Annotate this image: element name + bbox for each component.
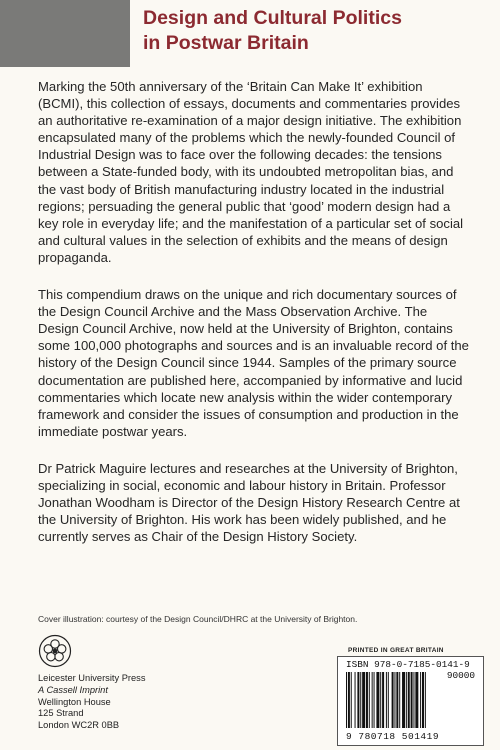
blurb (38, 78, 470, 565)
barcode-bar (406, 672, 407, 728)
publisher-name: Leicester University Press (38, 673, 146, 683)
price-code: 90000 (446, 670, 475, 681)
barcode-bar (425, 672, 426, 728)
barcode-bar (394, 672, 395, 728)
publisher-imprint: A Cassell Imprint (38, 684, 108, 695)
cover-gray-block (0, 0, 130, 67)
barcode-bar (366, 672, 368, 728)
barcode-bar (386, 672, 387, 728)
barcode-bar (402, 672, 405, 728)
publisher-house: Wellington House (38, 696, 111, 707)
barcode-bar (396, 672, 398, 728)
isbn-barcode-box (337, 656, 484, 746)
barcode-number: 9 780718 501419 (346, 731, 440, 742)
barcode-bar (380, 672, 381, 728)
barcode-bar (346, 672, 347, 728)
barcode-bar (388, 672, 389, 728)
barcode-bar (348, 672, 350, 728)
blurb-paragraph-2: This compendium draws on the unique and rich documentary sources of the Design Council Archive and the Mass Observation Archive. The Design Council Archive, now held at the University of Brighton, contains some 100,000 photographs and sources and is an invaluable record of the history of the Design Council since 1944. Samples of the primary source documentation are published here, accompanied by informative and lucid commentaries which locate new analysis within the wider contemporary framework and consider the issues of consumption and production in the immediate postwar years. (38, 287, 469, 439)
printed-in-label: PRINTED IN GREAT BRITAIN (348, 647, 444, 654)
isbn-label: ISBN 978-0-7185-0141-9 (346, 659, 470, 670)
barcode-bar (415, 672, 418, 728)
cover-credit: Cover illustration: courtesy of the Design Council/DHRC at the University of Brighton. (38, 614, 358, 624)
book-title-line-2: in Postwar Britain (143, 32, 309, 54)
publisher-street: 125 Strand (38, 708, 84, 719)
barcode-bar (422, 672, 424, 728)
barcode-bar (369, 672, 370, 728)
barcode-bar (360, 672, 361, 728)
barcode-bar (413, 672, 414, 728)
barcode-bar (357, 672, 359, 728)
leicester-university-press-logo-icon (38, 634, 72, 668)
barcode-bar (372, 672, 373, 728)
barcode-bar (382, 672, 384, 728)
barcode-bar (411, 672, 413, 728)
publisher-address (38, 673, 145, 732)
barcode-icon (344, 672, 452, 730)
book-title-line-1: Design and Cultural Politics (143, 7, 402, 29)
barcode-bar (355, 672, 356, 728)
blurb-paragraph-1: Marking the 50th anniversary of the ‘Britain Can Make It’ exhibition (BCMI), this collection of essays, documents and commentaries provides an authoritative re-examination of a major design initiative. The exhibition encapsulated many of the problems which the newly-founded Council of Industrial Design was to face over the following decades: the tensions between a State-funded body, with its undoubted metropolitan bias, and the vast body of British manufacturing industry located in the industrial regions; persuading the general public that ‘good’ modern design had a key role in everyday life; and the manifestation of a particular set of social and cultural values in the selection of exhibits and the means of design propaganda. (38, 79, 464, 265)
barcode-bar (362, 672, 365, 728)
barcode-bar (376, 672, 379, 728)
barcode-bar (374, 672, 375, 728)
barcode-bar (351, 672, 352, 728)
barcode-bar (420, 672, 421, 728)
publisher-city: London WC2R 0BB (38, 720, 120, 731)
barcode-bar (399, 672, 400, 728)
barcode-bar (392, 672, 394, 728)
barcode-bar (408, 672, 410, 728)
book-title (143, 6, 483, 56)
blurb-paragraph-3: Dr Patrick Maguire lectures and researches at the University of Brighton, specializing in social, economic and labour history in Britain. Professor Jonathan Woodham is Director of the Design History Research Centre at the University of Brighton. His work has been widely published, and he currently serves as Chair of the Design History Society. (38, 460, 460, 545)
